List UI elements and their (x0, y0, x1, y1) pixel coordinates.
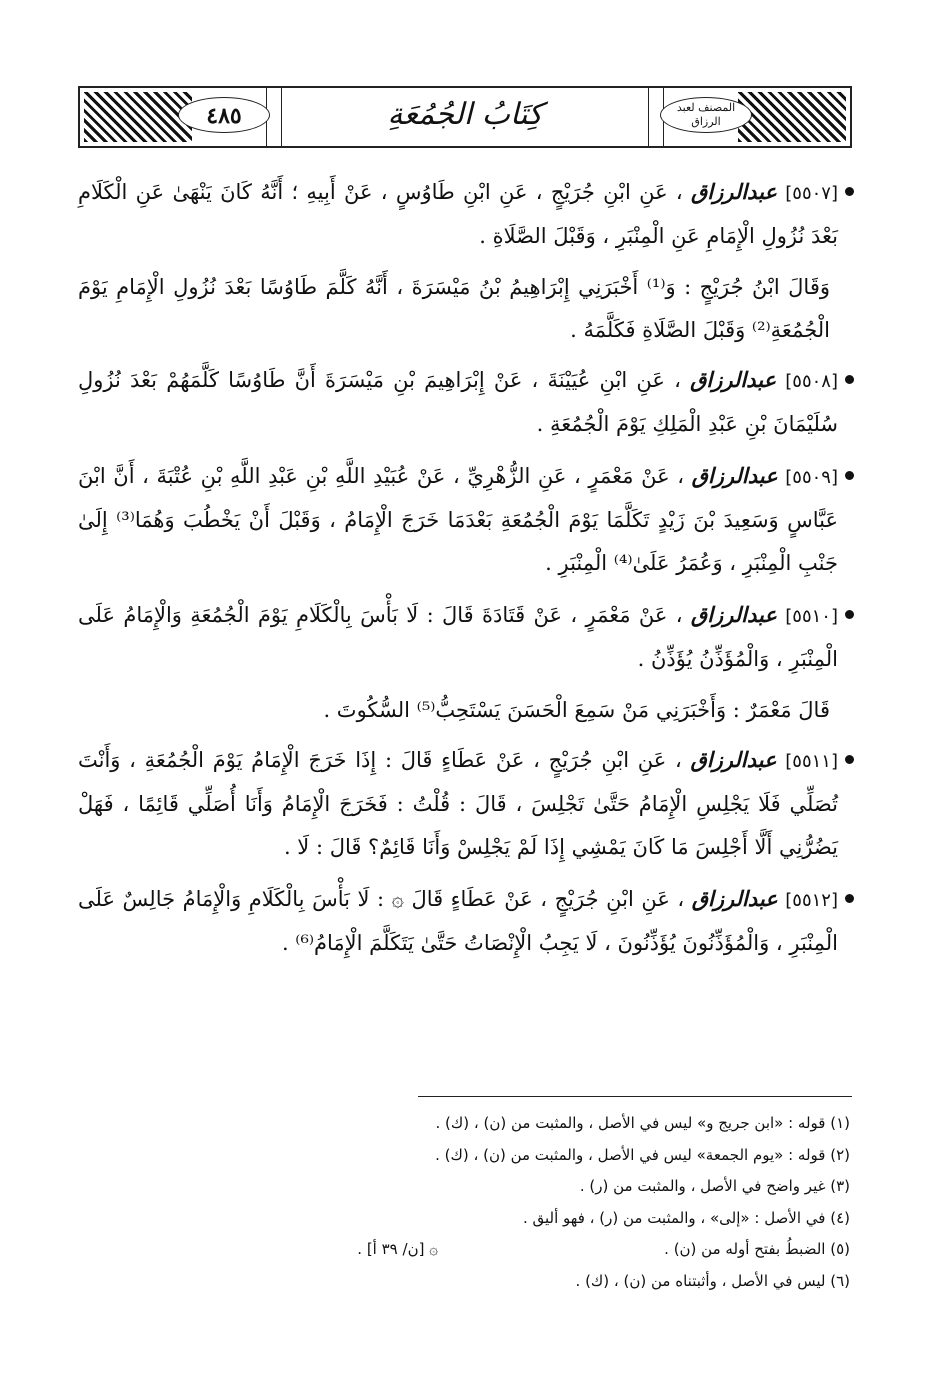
footnote-4: (٤) في الأصل : «إلى» ، والمثبت من (ر) ، فهو أليق . (522, 1208, 850, 1227)
footnote-2: (٢) قوله : «يوم الجمعة» ليس في الأصل ، والمثبت من (ن) ، (ك) . (435, 1145, 850, 1164)
hadith-5511 (78, 738, 852, 869)
book-name: المصنف لعبد الرزاق (660, 97, 752, 133)
hadith-5507 (78, 170, 852, 258)
footnote-5-row (78, 1234, 850, 1266)
hadith-text: ، عَنِ ابْنِ جُرَيْجٍ ، عَنْ عَطَاءٍ قَالَ : إِذَا خَرَجَ الْإِمَامُ يَوْمَ الْجُمُعَةِ ، وَأَنْتَ تُصَلِّي فَلَا يَجْلِسِ الْإِمَامُ حَتَّىٰ تَجْلِسَ ، قَالَ : قُلْتُ : فَخَرَجَ الْإِمَامُ وَأَنَا أُصَلِّي قَائِمًا ، فَهَلْ يَضُرُّنِي أَلَّا أَجْلِسَ مَا كَانَ يَمْشِي إِذَا لَمْ يَجْلِسْ وَأَنَا قَائِمٌ؟ قَالَ : لَا . (78, 748, 838, 859)
bullet-icon (845, 894, 854, 903)
bullet-icon (845, 610, 854, 619)
hadith-number: [٥٥٠٨] (785, 371, 838, 392)
hadith-author: عبدالرزاق (690, 179, 777, 204)
hadith-number: [٥٥١٠] (785, 606, 838, 627)
hadith-author: عبدالرزاق (690, 747, 777, 772)
footnote-1: (١) قوله : «ابن جريج و» ليس في الأصل ، والمثبت من (ن) ، (ك) . (435, 1114, 850, 1132)
bullet-icon (845, 187, 854, 196)
hadith-author: عبدالرزاق (691, 463, 778, 488)
hadith-author: عبدالرزاق (690, 367, 777, 392)
margin-note: ۞ [ن/ ٣٩ أ] . (357, 1240, 438, 1258)
hadith-text: ، عَنِ ابْنِ جُرَيْجٍ ، عَنْ عَطَاءٍ قَالَ ۞ : لَا بَأْسَ بِالْكَلَامِ وَالْإِمَامُ جَالِسٌ عَلَى الْمِنْبَرِ ، وَالْمُؤَذِّنُونَ يُؤَذِّنُونَ ، لَا يَجِبُ الْإِنْصَاتُ حَتَّىٰ يَتَكَلَّمَ الْإِمَامُ⁽⁶⁾ . (78, 887, 838, 955)
hadith-5510 (78, 593, 852, 681)
hadith-text: وَقَالَ ابْنُ جُرَيْجٍ : وَ⁽¹⁾ أَخْبَرَنِي إِبْرَاهِيمُ بْنُ مَيْسَرَةَ ، أَنَّهُ كَلَّمَ طَاوُسًا بَعْدَ نُزُولِ الْإِمَامِ يَوْمَ الْجُمُعَةِ⁽²⁾ وَقَبْلَ الصَّلَاةِ فَكَلَّمَهُ . (78, 275, 831, 342)
bullet-icon (845, 375, 854, 384)
main-text (78, 170, 852, 973)
footnote-6: (٦) ليس في الأصل ، وأثبتناه من (ن) ، (ك) . (575, 1271, 850, 1290)
footnotes (78, 1108, 850, 1297)
bullet-icon (845, 755, 854, 764)
header-ornament-right (738, 92, 846, 142)
hadith-5509 (78, 454, 852, 585)
chapter-title: كِتَابُ الجُمُعَةِ (290, 92, 640, 142)
hadith-5510-continued (78, 689, 852, 732)
hadith-number: [٥٥١١] (785, 751, 838, 772)
hadith-text: ، عَنِ ابْنِ جُرَيْجٍ ، عَنِ ابْنِ طَاوُسٍ ، عَنْ أَبِيهِ ؛ أَنَّهُ كَانَ يَنْهَىٰ عَنِ الْكَلَامِ بَعْدَ نُزُولِ الْإِمَامِ عَنِ الْمِنْبَرِ ، وَقَبْلَ الصَّلَاةِ . (78, 180, 838, 248)
hadith-5507-continued (78, 266, 852, 352)
hadith-text: ، عَنِ ابْنِ عُيَيْنَةَ ، عَنْ إِبْرَاهِيمَ بْنِ مَيْسَرَةَ أَنَّ طَاوُسًا كَلَّمَهُمْ بَعْدَ نُزُولِ سُلَيْمَانَ بْنِ عَبْدِ الْمَلِكِ يَوْمَ الْجُمُعَةِ . (78, 368, 838, 436)
page-number: ٤٨٥ (178, 97, 270, 133)
hadith-number: [٥٥٠٩] (785, 467, 838, 488)
header-ornament-left (84, 92, 192, 142)
hadith-5512 (78, 877, 852, 965)
hadith-author: عبدالرزاق (690, 602, 777, 627)
hadith-5508 (78, 358, 852, 446)
hadith-text: قَالَ مَعْمَرٌ : وَأَخْبَرَنِي مَنْ سَمِعَ الْحَسَنَ يَسْتَحِبُّ⁽⁵⁾ السُّكُوتَ . (323, 698, 830, 722)
hadith-text: ، عَنْ مَعْمَرٍ ، عَنِ الزُّهْرِيِّ ، عَنْ عُبَيْدِ اللَّهِ بْنِ عَبْدِ اللَّهِ بْنِ عُتْبَةَ ، أَنَّ ابْنَ عَبَّاسٍ وَسَعِيدَ بْنَ زَيْدٍ تَكَلَّمَا يَوْمَ الْجُمُعَةِ بَعْدَمَا خَرَجَ الْإِمَامُ ، وَقَبْلَ أَنْ يَخْطُبَ وَهُمَا⁽³⁾ إِلَىٰ جَنْبِ الْمِنْبَرِ ، وَعُمَرُ عَلَىٰ⁽⁴⁾ الْمِنْبَرِ . (78, 464, 838, 575)
page-header (78, 86, 852, 148)
hadith-author: عبدالرزاق (691, 886, 778, 911)
footnote-5: (٥) الضبطُ بفتح أوله من (ن) . (664, 1240, 850, 1258)
hadith-number: [٥٥٠٧] (785, 183, 838, 204)
hadith-text: ، عَنْ مَعْمَرٍ ، عَنْ قَتَادَةَ قَالَ : لَا بَأْسَ بِالْكَلَامِ يَوْمَ الْجُمُعَةِ وَالْإِمَامُ عَلَى الْمِنْبَرِ ، وَالْمُؤَذِّنُ يُؤَذِّنُ . (78, 603, 838, 671)
hadith-number: [٥٥١٢] (785, 890, 838, 911)
footnote-divider (418, 1096, 852, 1097)
bullet-icon (845, 471, 854, 480)
footnote-3: (٣) غير واضح في الأصل ، والمثبت من (ر) . (579, 1177, 850, 1195)
